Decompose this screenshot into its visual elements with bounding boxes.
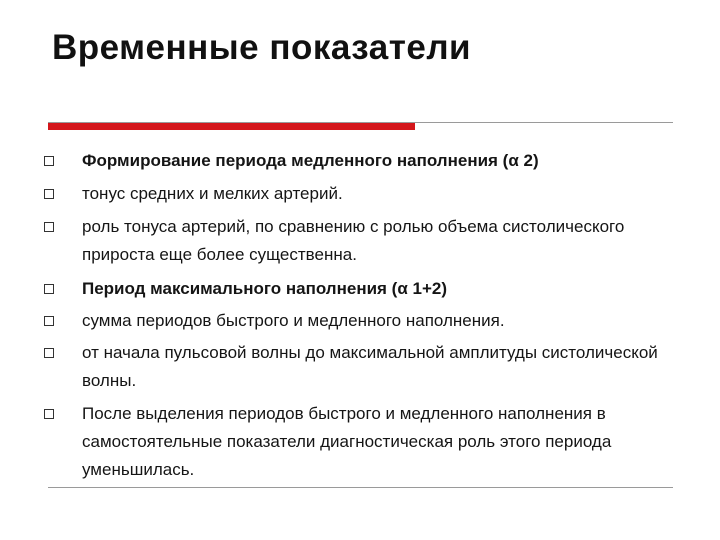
hollow-square-icon bbox=[44, 284, 54, 294]
hollow-square-icon bbox=[44, 409, 54, 419]
bullet-text: тонус средних и мелких артерий. bbox=[82, 184, 343, 203]
bullet-text: от начала пульсовой волны до максимальной амплитуды систолической волны. bbox=[82, 343, 658, 390]
bullet-text: Формирование периода медленного наполнения (α 2) bbox=[82, 151, 539, 170]
slide-title: Временные показатели bbox=[52, 28, 472, 67]
bottom-divider-line bbox=[48, 487, 673, 488]
hollow-square-icon bbox=[44, 189, 54, 199]
hollow-square-icon bbox=[44, 156, 54, 166]
bullet-text: Период максимального наполнения (α 1+2) bbox=[82, 279, 448, 298]
bullet-text: После выделения периодов быстрого и медленного наполнения в самостоятельные показатели диагностическая роль этого периода уменьшилась. bbox=[82, 404, 612, 479]
bullet-text: сумма периодов быстрого и медленного наполнения. bbox=[82, 311, 505, 330]
bullet-text: роль тонуса артерий, по сравнению с ролью объема систолического прироста еще более существенна. bbox=[82, 217, 625, 264]
hollow-square-icon bbox=[44, 316, 54, 326]
hollow-square-icon bbox=[44, 348, 54, 358]
hollow-square-icon bbox=[44, 222, 54, 232]
